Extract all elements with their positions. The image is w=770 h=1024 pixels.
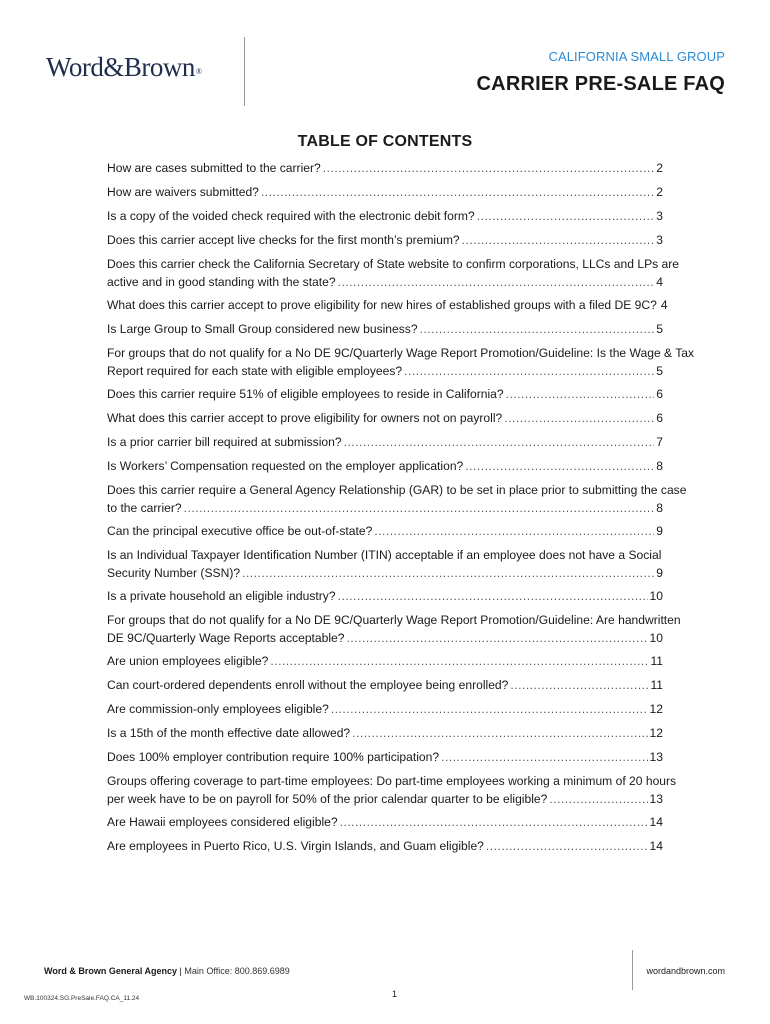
toc-page-number: 4 [656,275,663,289]
toc-entry-text: Does this carrier require a General Agency Relationship (GAR) to be set in place prior to submitting the case [107,483,687,497]
toc-entry-line [107,385,663,403]
toc-dot-leader [338,587,648,605]
toc-entry-line [107,409,663,427]
toc-page-number: 7 [656,435,663,449]
toc-entry[interactable] [107,457,663,475]
toc-entry-text: Does this carrier require 51% of eligible employees to reside in California? [107,387,504,401]
toc-entry-line [107,183,663,201]
toc-entry-line [107,231,663,249]
toc-page-number: 11 [650,654,663,668]
toc-dot-leader [184,499,655,517]
toc-entry-line [107,499,663,517]
toc-dot-leader [261,183,654,201]
toc-entry-line [107,433,663,451]
toc-entry[interactable] [107,676,663,694]
toc-entry[interactable] [107,700,663,718]
footer-office: Main Office: 800.869.6989 [184,966,290,976]
toc-entry-text: Is a prior carrier bill required at submission? [107,435,342,449]
toc-entry[interactable] [107,255,680,291]
toc-entry[interactable] [107,481,687,517]
toc-entry-line [107,700,663,718]
toc-entry-line [107,564,663,582]
document-code: WB.100324.SG.PreSale.FAQ.CA_11.24 [24,995,140,1002]
toc-entry-text: Does 100% employer contribution require 100% participation? [107,750,440,764]
toc-dot-leader [441,748,647,766]
toc-entry-text: Does this carrier accept live checks for the first month’s premium? [107,233,460,247]
toc-entry-line [107,813,663,831]
toc-entry-line [107,159,663,177]
toc-entry-text: For groups that do not qualify for a No DE 9C/Quarterly Wage Report Promotion/Guideline: Is the Wage & Tax [107,346,695,360]
toc-entry[interactable] [107,344,695,380]
toc-page-number: 2 [656,185,663,199]
toc-dot-leader [486,837,648,855]
toc-page-number: 6 [656,387,663,401]
toc-entry[interactable] [107,231,663,249]
toc-entry-text: Is Workers’ Compensation requested on the employer application? [107,459,464,473]
toc-entry-text: Security Number (SSN)? [107,566,241,580]
toc-entry-text: Groups offering coverage to part-time employees: Do part-time employees working a minimum of 20 hours [107,774,677,788]
toc-page-number: 3 [656,233,663,247]
toc-page-number: 14 [649,839,663,853]
toc-entry-text: Are employees in Puerto Rico, U.S. Virgin Islands, and Guam eligible? [107,839,484,853]
toc-page-number: 2 [656,161,663,175]
toc-entry-text: DE 9C/Quarterly Wage Reports acceptable? [107,631,345,645]
footer-company: Word & Brown General Agency [44,966,178,976]
toc-dot-leader [338,273,655,291]
toc-page-number: 5 [656,364,663,378]
toc-dot-leader [477,207,655,225]
toc-entry[interactable] [107,522,663,540]
toc-entry-line [107,320,663,338]
toc-page-number: 13 [649,792,663,806]
toc-entry-line [107,724,663,742]
toc-dot-leader [242,564,654,582]
toc-page-number: 9 [656,566,663,580]
toc-page-number: 12 [649,702,663,716]
toc-entry-text: Is a 15th of the month effective date allowed? [107,726,351,740]
toc-entry-text: Is Large Group to Small Group considered new business? [107,322,418,336]
toc-entry-text: Is an Individual Taxpayer Identification Number (ITIN) acceptable if an employee does not have a Social [107,548,662,562]
toc-entry-text: to the carrier? [107,501,182,515]
toc-entry-text: Is a copy of the voided check required with the electronic debit form? [107,209,475,223]
toc-entry-text: Can court-ordered dependents enroll without the employee being enrolled? [107,678,509,692]
toc-entry-line [107,296,668,314]
toc-entry-text: Can the principal executive office be out-of-state? [107,524,373,538]
toc-entry-line [107,457,663,475]
toc-entry-text: What does this carrier accept to prove eligibility for new hires of established groups with a filed DE 9C? [107,298,657,312]
toc-entry-line [107,522,663,540]
toc-entry-text: Are Hawaii employees considered eligible? [107,815,338,829]
toc-dot-leader [352,724,647,742]
toc-entry-line [107,748,663,766]
toc-dot-leader [331,700,648,718]
toc-page-number: 11 [650,678,663,692]
toc-entry[interactable] [107,296,668,314]
toc-entry-line [107,207,663,225]
toc-page-number: 3 [656,209,663,223]
toc-page-number: 8 [656,501,663,515]
toc-entry[interactable] [107,772,677,808]
toc-page-number: 12 [649,726,663,740]
toc-entry-text: per week have to be on payroll for 50% of the prior calendar quarter to be eligible? [107,792,548,806]
toc-dot-leader [344,433,655,451]
toc-entry[interactable] [107,159,663,177]
document-title: CARRIER PRE-SALE FAQ [476,73,725,95]
toc-dot-leader [347,629,648,647]
toc-entry-line [107,652,663,670]
toc-entry-line [107,790,663,808]
toc-entry[interactable] [107,587,663,605]
footer-website-link[interactable]: wordandbrown.com [646,966,725,976]
toc-page-number: 14 [649,815,663,829]
logo-text: Word&Brown [46,52,195,82]
toc-entry[interactable] [107,748,663,766]
header-tag: CALIFORNIA SMALL GROUP [548,49,725,64]
toc-entry[interactable] [107,611,681,647]
toc-page-number: 10 [649,631,663,645]
toc-entry-line [107,362,663,380]
toc-page-number: 5 [656,322,663,336]
registered-mark: ® [195,67,202,76]
toc-entry[interactable] [107,409,663,427]
toc-page-number: 10 [649,589,663,603]
footer-contact [44,966,290,976]
word-brown-logo [46,52,201,83]
toc-entry[interactable] [107,183,663,201]
toc-entry[interactable] [107,207,663,225]
toc-dot-leader [510,676,648,694]
toc-page-number: 6 [656,411,663,425]
toc-dot-leader [504,409,654,427]
toc-entry[interactable] [107,433,663,451]
toc-entry-text: Is a private household an eligible industry? [107,589,336,603]
toc-dot-leader [270,652,648,670]
toc-entry[interactable] [107,385,663,403]
table-of-contents [107,159,695,861]
toc-entry-line [107,587,663,605]
toc-entry[interactable] [107,724,663,742]
toc-entry-line [107,676,663,694]
footer-divider [632,950,633,990]
toc-dot-leader [462,231,655,249]
toc-entry-text: active and in good standing with the state? [107,275,336,289]
toc-entry-line [107,629,663,647]
toc-page-number: 4 [660,298,668,312]
toc-dot-leader [420,320,655,338]
toc-dot-leader [323,159,655,177]
toc-dot-leader [374,522,654,540]
toc-entry-line [107,837,663,855]
toc-dot-leader [549,790,647,808]
toc-title: TABLE OF CONTENTS [297,133,473,150]
toc-entry[interactable] [107,320,663,338]
toc-entry-text: How are waivers submitted? [107,185,259,199]
toc-entry-text: What does this carrier accept to prove eligibility for owners not on payroll? [107,411,503,425]
toc-entry-text: For groups that do not qualify for a No DE 9C/Quarterly Wage Report Promotion/Guideline: Are handwritten [107,613,681,627]
page-number: 1 [392,989,398,999]
toc-entry-text: Report required for each state with eligible employees? [107,364,403,378]
toc-entry-text: Does this carrier check the California Secretary of State website to confirm corporations, LLCs and LPs are [107,257,680,271]
toc-page-number: 9 [656,524,663,538]
toc-dot-leader [506,385,655,403]
toc-dot-leader [340,813,648,831]
toc-dot-leader [465,457,654,475]
toc-entry-text: Are commission-only employees eligible? [107,702,329,716]
toc-dot-leader [404,362,654,380]
toc-entry-text: Are union employees eligible? [107,654,269,668]
toc-entry-text: How are cases submitted to the carrier? [107,161,321,175]
toc-entry[interactable] [107,546,663,582]
toc-page-number: 13 [649,750,663,764]
toc-entry[interactable] [107,837,663,855]
toc-entry[interactable] [107,813,663,831]
footer-separator: | [177,966,185,976]
toc-page-number: 8 [656,459,663,473]
toc-entry[interactable] [107,652,663,670]
header-divider [244,37,245,106]
toc-entry-line [107,273,663,291]
